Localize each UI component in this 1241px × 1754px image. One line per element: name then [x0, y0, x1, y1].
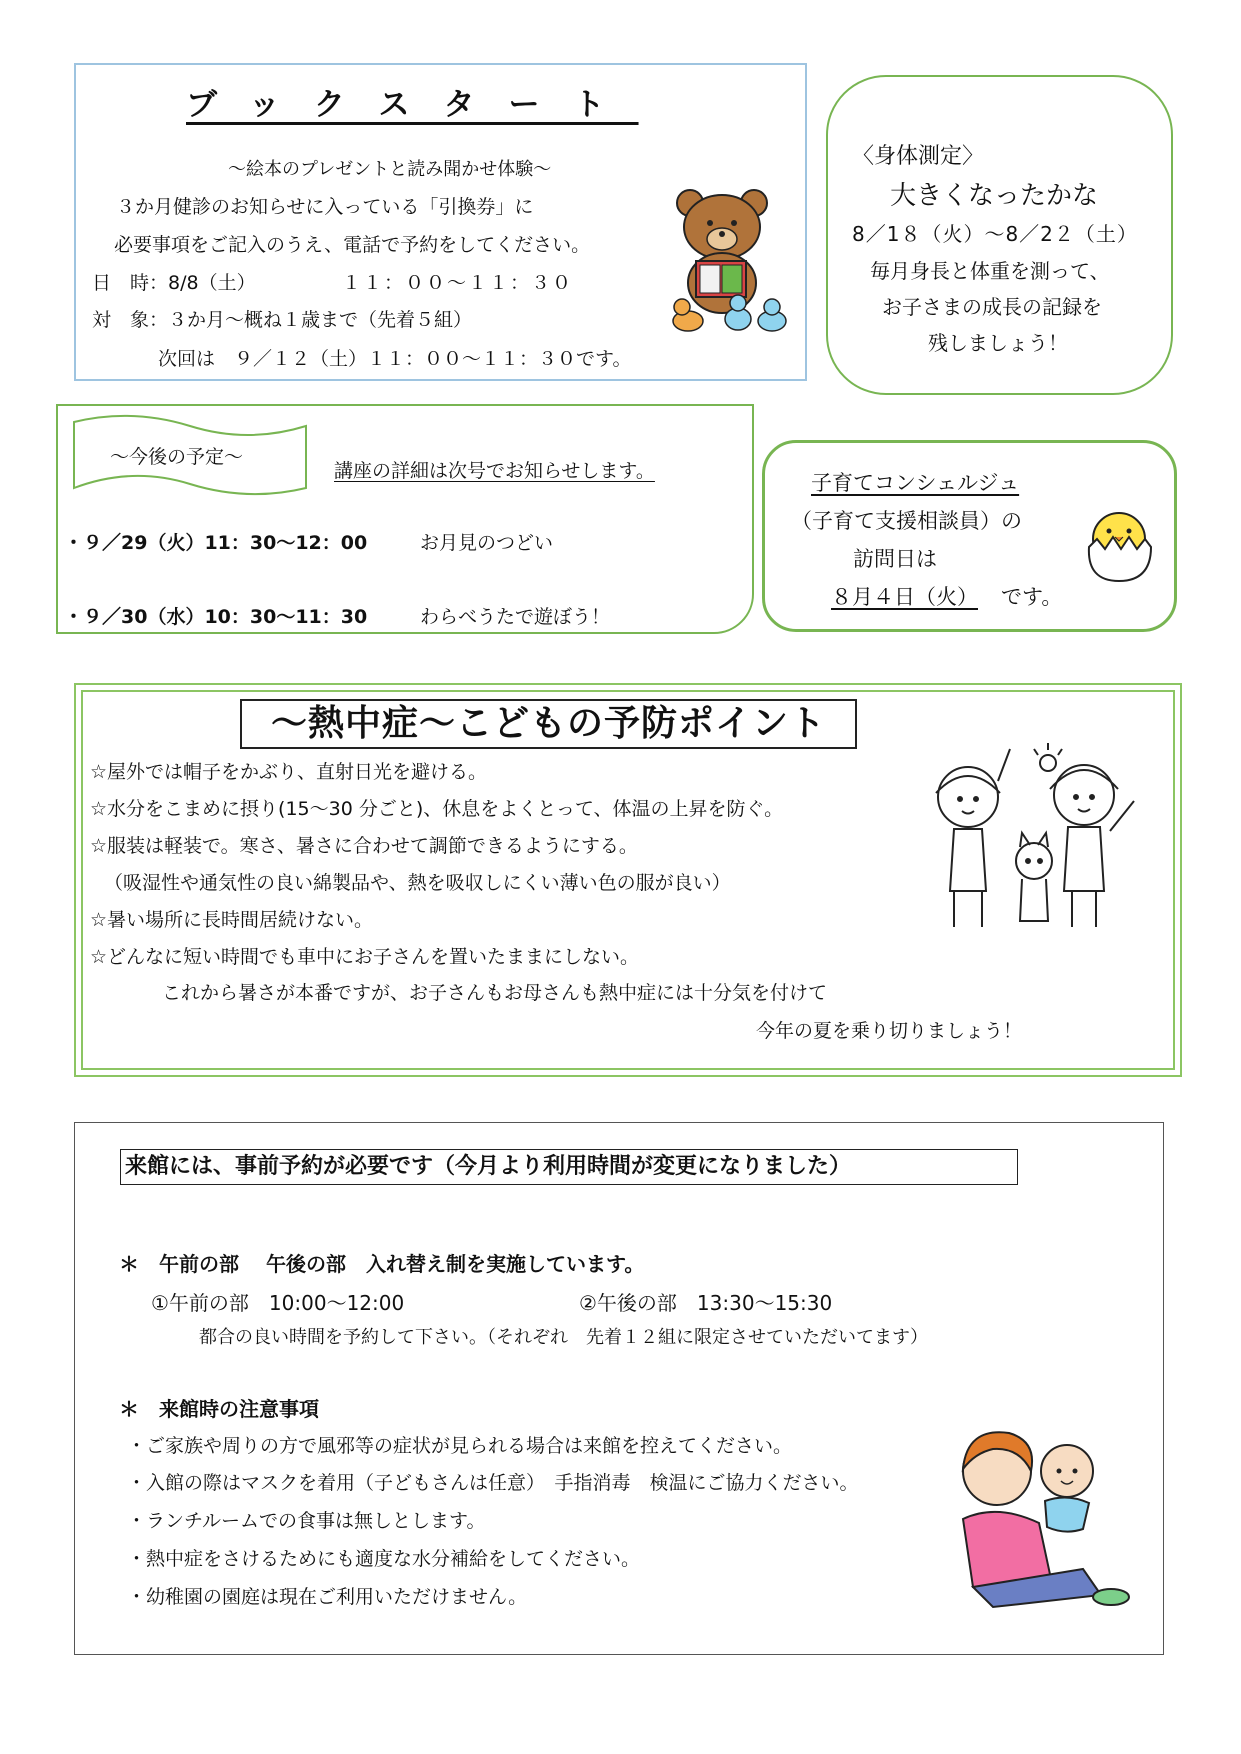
heatstroke-point-6: ☆どんなに短い時間でも車中にお子さんを置いたままにしない。: [90, 946, 640, 968]
book-start-next: 次回は ９／１２（土）１１：００～１１：３０です。: [158, 348, 632, 370]
visit-title: 来館には、事前予約が必要です（今月より利用時間が変更になりました）: [120, 1149, 1018, 1185]
book-start-line2: 必要事項をご記入のうえ、電話で予約をしてください。: [114, 234, 591, 256]
visit-note-4: ・熱中症をさけるためにも適度な水分補給をしてください。: [127, 1548, 641, 1570]
visit-note-2: ・入館の際はマスクを着用（子どもさんは任意） 手指消毒 検温にご協力ください。: [127, 1472, 859, 1494]
measurement-dates: 8／1８（火）～8／2２（土）: [852, 222, 1138, 246]
schedule-event-1-date: ・９／29（火）11：30～12：00: [64, 532, 368, 554]
heatstroke-title: ～熱中症～こどもの予防ポイント: [240, 699, 857, 749]
bear-reading-illustration: [660, 183, 810, 333]
schedule-event-1-title: お月見のつどい: [420, 532, 554, 554]
schedule-event-2-title: わらべうたで遊ぼう！: [420, 606, 611, 628]
heatstroke-closing-1: これから暑さが本番ですが、お子さんもお母さんも熱中症には十分気を付けて: [162, 982, 828, 1004]
book-start-date-label: 日 時：8/8（土）: [92, 272, 256, 294]
visit-section1: ＊ 午前の部 午後の部 入れ替え制を実施しています。: [119, 1252, 645, 1276]
heatstroke-point-1: ☆屋外では帽子をかぶり、直射日光を避ける。: [90, 761, 488, 783]
book-start-box: [74, 63, 807, 381]
schedule-event-2-date: ・９／30（水）10：30～11：30: [64, 606, 368, 628]
concierge-line1: 子育てコンシェルジュ: [811, 471, 1020, 495]
mother-and-baby-illustration: [933, 1419, 1133, 1609]
visit-info-box: [74, 1122, 1164, 1655]
heatstroke-point-5: ☆暑い場所に長時間居続けない。: [90, 909, 374, 931]
visit-am: ①午前の部 10:00～12:00: [151, 1291, 405, 1315]
visit-section2: ＊ 来館時の注意事項: [119, 1397, 319, 1421]
measurement-subheading: 大きくなったかな: [890, 181, 1099, 211]
concierge-line2: （子育て支援相談員）の: [791, 509, 1022, 533]
chick-in-egg-icon: [1079, 507, 1159, 585]
children-with-hats-illustration: [924, 741, 1164, 941]
visit-note-5: ・幼稚園の園庭は現在ご利用いただけません。: [127, 1586, 528, 1608]
heatstroke-point-3: ☆服装は軽装で。寒さ、暑さに合わせて調節できるようにする。: [90, 835, 638, 857]
visit-note-1: ・ご家族や周りの方で風邪等の症状が見られる場合は来館を控えてください。: [127, 1435, 793, 1457]
concierge-suffix: です。: [1001, 585, 1063, 609]
measurement-heading: 〈身体測定〉: [852, 144, 985, 169]
heatstroke-point-4: （吸湿性や通気性の良い綿製品や、熱を吸収しにくい薄い色の服が良い）: [104, 872, 731, 894]
book-start-line1: ３か月健診のお知らせに入っている「引換券」に: [116, 196, 534, 218]
book-start-title: ブックスタート: [186, 87, 639, 123]
upcoming-schedule-box: [56, 404, 754, 634]
book-start-date-time: １１：００～１１：３０: [342, 272, 574, 294]
measurement-line2: お子さまの成長の記録を: [882, 295, 1102, 319]
heatstroke-point-2: ☆水分をこまめに摂り(15～30 分ごと)、休息をよくとって、体温の上昇を防ぐ。: [90, 798, 784, 820]
schedule-note: 講座の詳細は次号でお知らせします。: [334, 460, 655, 482]
concierge-line3: 訪問日は: [853, 547, 937, 571]
heatstroke-closing-2: 今年の夏を乗り切りましょう！: [756, 1020, 1023, 1042]
concierge-box: [762, 440, 1177, 632]
concierge-date: ８月４日（火）: [831, 585, 978, 609]
schedule-banner: ～今後の予定～: [110, 446, 244, 468]
measurement-line3: 残しましょう！: [928, 331, 1068, 355]
visit-reserve: 都合の良い時間を予約して下さい。（それぞれ 先着１２組に限定させていただいてます）: [199, 1327, 928, 1348]
visit-pm: ②午後の部 13:30～15:30: [579, 1291, 833, 1315]
body-measurement-box: [826, 75, 1173, 395]
book-start-target: 対 象：３か月～概ね１歳まで（先着５組）: [92, 309, 473, 331]
measurement-line1: 毎月身長と体重を測って、: [870, 259, 1110, 283]
heatstroke-box: [74, 683, 1182, 1077]
visit-note-3: ・ランチルームでの食事は無しとします。: [127, 1510, 486, 1532]
book-start-subtitle: ～絵本のプレゼントと読み聞かせ体験～: [228, 159, 552, 180]
